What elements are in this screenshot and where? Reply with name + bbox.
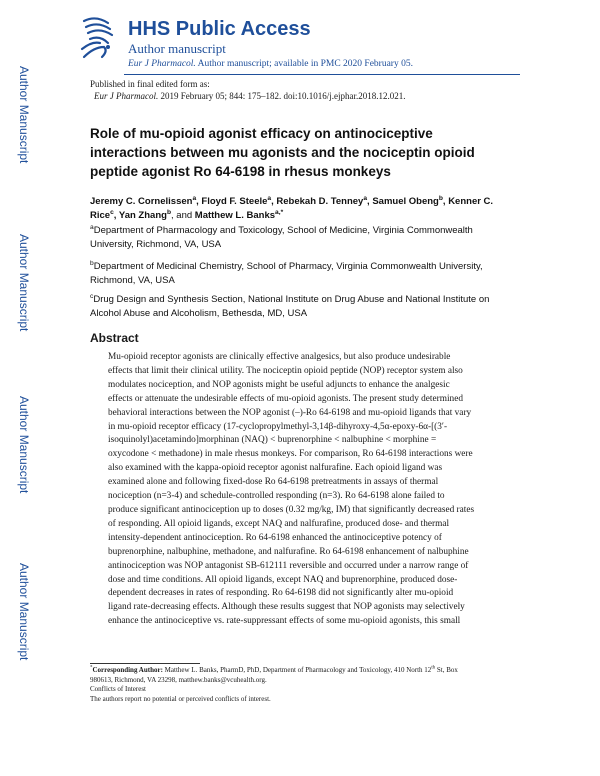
abstract-line: effects that limit their clinical utility. The nociceptin opioid peptide (NOP) receptor system also xyxy=(108,365,463,376)
corresponding-author-line xyxy=(90,666,458,676)
affiliation-text: Department of Medicinal Chemistry, School of Pharmacy, Virginia Commonwealth University, xyxy=(93,261,483,272)
author-affiliation-sup: b xyxy=(438,194,443,202)
author-name: Rice xyxy=(90,210,111,221)
author-affiliation-sup: b xyxy=(166,208,171,216)
author-name: Jeremy C. Cornelissen xyxy=(90,196,193,207)
ordinal-sup: th xyxy=(431,665,436,671)
author-line xyxy=(90,195,493,209)
abstract-line: behavioral interactions between the NOP agonist (–)-Ro 64-6198 and mu-opioid ligands that vary xyxy=(108,407,472,418)
author-name: Matthew L. Banks xyxy=(194,210,276,221)
abstract-line: dose and time conditions. All opioid ligands, except NAQ and buprenorphine, produced dose- xyxy=(108,574,458,585)
author-separator: , xyxy=(367,196,373,207)
affiliation-text: Department of Pharmacology and Toxicology, School of Medicine, Virginia Commonwealth xyxy=(93,225,473,236)
abstract-line: nociception (n=3-4) and schedule-controlled responding (n=3). Ro 64-6198 alone failed to xyxy=(108,491,445,502)
affiliation-line: Richmond, VA, USA xyxy=(90,275,175,286)
abstract-line: antinociception was NOP antagonist SB-612111 reversible and occurred under a narrow range of xyxy=(108,560,469,571)
abstract-line: buprenorphine, nalbuphine, methadone, and nalfurafine. Ro 64-6198 enhancement of nalbuphine xyxy=(108,546,469,557)
journal-availability-line xyxy=(128,59,413,69)
abstract-line: oxycodone < methadone) in male rhesus monkeys. For comparison, Ro 64-6198 interactions were xyxy=(108,449,473,460)
affiliation-sup: b xyxy=(90,259,94,267)
conflicts-heading: Conflicts of Interest xyxy=(90,685,146,694)
header-divider xyxy=(124,74,520,75)
footnotes xyxy=(90,666,458,704)
affiliation-line xyxy=(90,260,483,274)
hhs-eagle-logo-icon xyxy=(78,13,118,65)
affiliation-line xyxy=(90,224,473,238)
footnote-divider xyxy=(90,663,200,664)
abstract-line: effects or attenuate the undesirable effects of mu-opioid agonists. The present study determined xyxy=(108,393,463,404)
conflicts-text: The authors report no potential or perceived conflicts of interest. xyxy=(90,694,271,703)
abstract-line: ligand rate-decreasing effects. Although these results suggest that NOP agonists may selectively xyxy=(108,602,465,613)
abstract-line: enhance the antinociceptive vs. rate-suppressant effects of some mu-opioid agonists, this small xyxy=(108,616,461,627)
abstract-body xyxy=(108,351,518,629)
author-name: Yan Zhang xyxy=(118,210,167,221)
journal-name: Eur J Pharmacol. xyxy=(128,59,196,69)
abstract-line: intensity-dependent antinociception. Ro 64-6198 enhanced the antinociceptive potency of xyxy=(108,532,442,543)
author-affiliation-sup: c xyxy=(110,208,114,216)
abstract-line: examined alone and following fixed-dose Ro 64-6198 pretreatments in assays of thermal xyxy=(108,477,439,488)
affiliation-sup: a xyxy=(90,223,94,231)
affiliation xyxy=(90,260,483,288)
author-name: Kenner C. xyxy=(448,196,494,207)
article-title-line: peptide agonist Ro 64-6198 in rhesus monkeys xyxy=(90,164,391,179)
side-label-author-manuscript: Author Manuscript xyxy=(17,66,31,164)
affiliation-text: Drug Design and Synthesis Section, National Institute on Drug Abuse and National Institute on xyxy=(93,294,490,305)
corresponding-address-line: 980613, Richmond, VA 23298, matthew.banks@vcuhealth.org. xyxy=(90,675,267,684)
affiliation xyxy=(90,293,489,321)
side-label-author-manuscript: Author Manuscript xyxy=(17,234,31,332)
affiliation-sup: c xyxy=(90,292,94,300)
corresponding-text: Matthew L. Banks, PharmD, PhD, Department of Pharmacology and Toxicology, 410 North 12 xyxy=(162,666,432,674)
article-title-line: Role of mu-opioid agonist efficacy on antinociceptive xyxy=(90,126,433,141)
author-line xyxy=(90,209,493,223)
abstract-line: produce significant antinociception up to doses (0.32 mg/kg, IM) that significantly decreased rates xyxy=(108,504,475,515)
citation-line xyxy=(94,91,405,101)
author-name: Floyd F. Steele xyxy=(201,196,268,207)
author-affiliation-sup: a xyxy=(192,194,197,202)
author-list xyxy=(90,195,493,223)
article-title-line: interactions between mu agonists and the nociceptin opioid xyxy=(90,145,475,160)
abstract-heading: Abstract xyxy=(90,331,139,345)
side-label-author-manuscript: Author Manuscript xyxy=(17,396,31,494)
corresponding-sup: * xyxy=(90,665,93,671)
author-affiliation-sup: a xyxy=(363,194,368,202)
affiliation xyxy=(90,224,473,252)
author-name: Samuel Obeng xyxy=(372,196,439,207)
corresponding-text: St, Box xyxy=(435,666,458,674)
corresponding-label: Corresponding Author: xyxy=(92,666,163,674)
author-separator: , xyxy=(196,196,202,207)
article-title xyxy=(90,124,530,181)
abstract-line: isoquinolyl)acetamindo]morphinan (NAQ) < buprenorphine < nalbuphine < morphine = xyxy=(108,435,437,446)
abstract-line: Mu-opioid receptor agonists are clinically effective analgesics, but also produce undesirable xyxy=(108,352,451,362)
author-manuscript-subtitle: Author manuscript xyxy=(128,41,226,56)
author-separator: , xyxy=(113,210,119,221)
published-in-label: Published in final edited form as: xyxy=(90,79,210,89)
abstract-line: in mu-opioid receptor efficacy (17-cyclopropylmethyl-3,14β-dihyroxy-4,5α-epoxy-6α-[(3′- xyxy=(108,421,448,432)
abstract-line: also examined with the kappa-opioid receptor agonist nalfurafine. Each opioid ligand was xyxy=(108,463,443,474)
affiliation-line: University, Richmond, VA, USA xyxy=(90,239,222,250)
abstract-line: of responding. All opioid ligands, except NAQ and nalfurafine, produced dose- and thermal xyxy=(108,518,450,529)
author-separator: , xyxy=(271,196,277,207)
side-margin xyxy=(0,0,60,776)
abstract-line: modulates nociception, and NOP agonists might be useful adjuncts to enhance the analgesic xyxy=(108,379,450,390)
author-name: Rebekah D. Tenney xyxy=(276,196,364,207)
affiliation-line: Alcohol Abuse and Alcoholism, Bethesda, MD, USA xyxy=(90,308,308,319)
availability-text: Author manuscript; available in PMC 2020 February 05. xyxy=(195,59,413,69)
hhs-public-access-title: HHS Public Access xyxy=(128,18,311,40)
affiliation-line xyxy=(90,293,489,307)
citation-details: 2019 February 05; 844: 175–182. doi:10.1016/j.ejphar.2018.12.021. xyxy=(158,91,406,101)
author-conjunction: and xyxy=(176,210,195,221)
abstract-line: dependent decreases in rates of responding. Ro 64-6198 did not significantly alter mu-opioid xyxy=(108,588,454,599)
author-separator: , xyxy=(171,210,177,221)
author-affiliation-sup: a,* xyxy=(275,208,284,216)
side-label-author-manuscript: Author Manuscript xyxy=(17,563,31,661)
author-affiliation-sup: a xyxy=(267,194,272,202)
author-separator: , xyxy=(442,196,449,207)
citation-journal: Eur J Pharmacol. xyxy=(94,91,159,101)
